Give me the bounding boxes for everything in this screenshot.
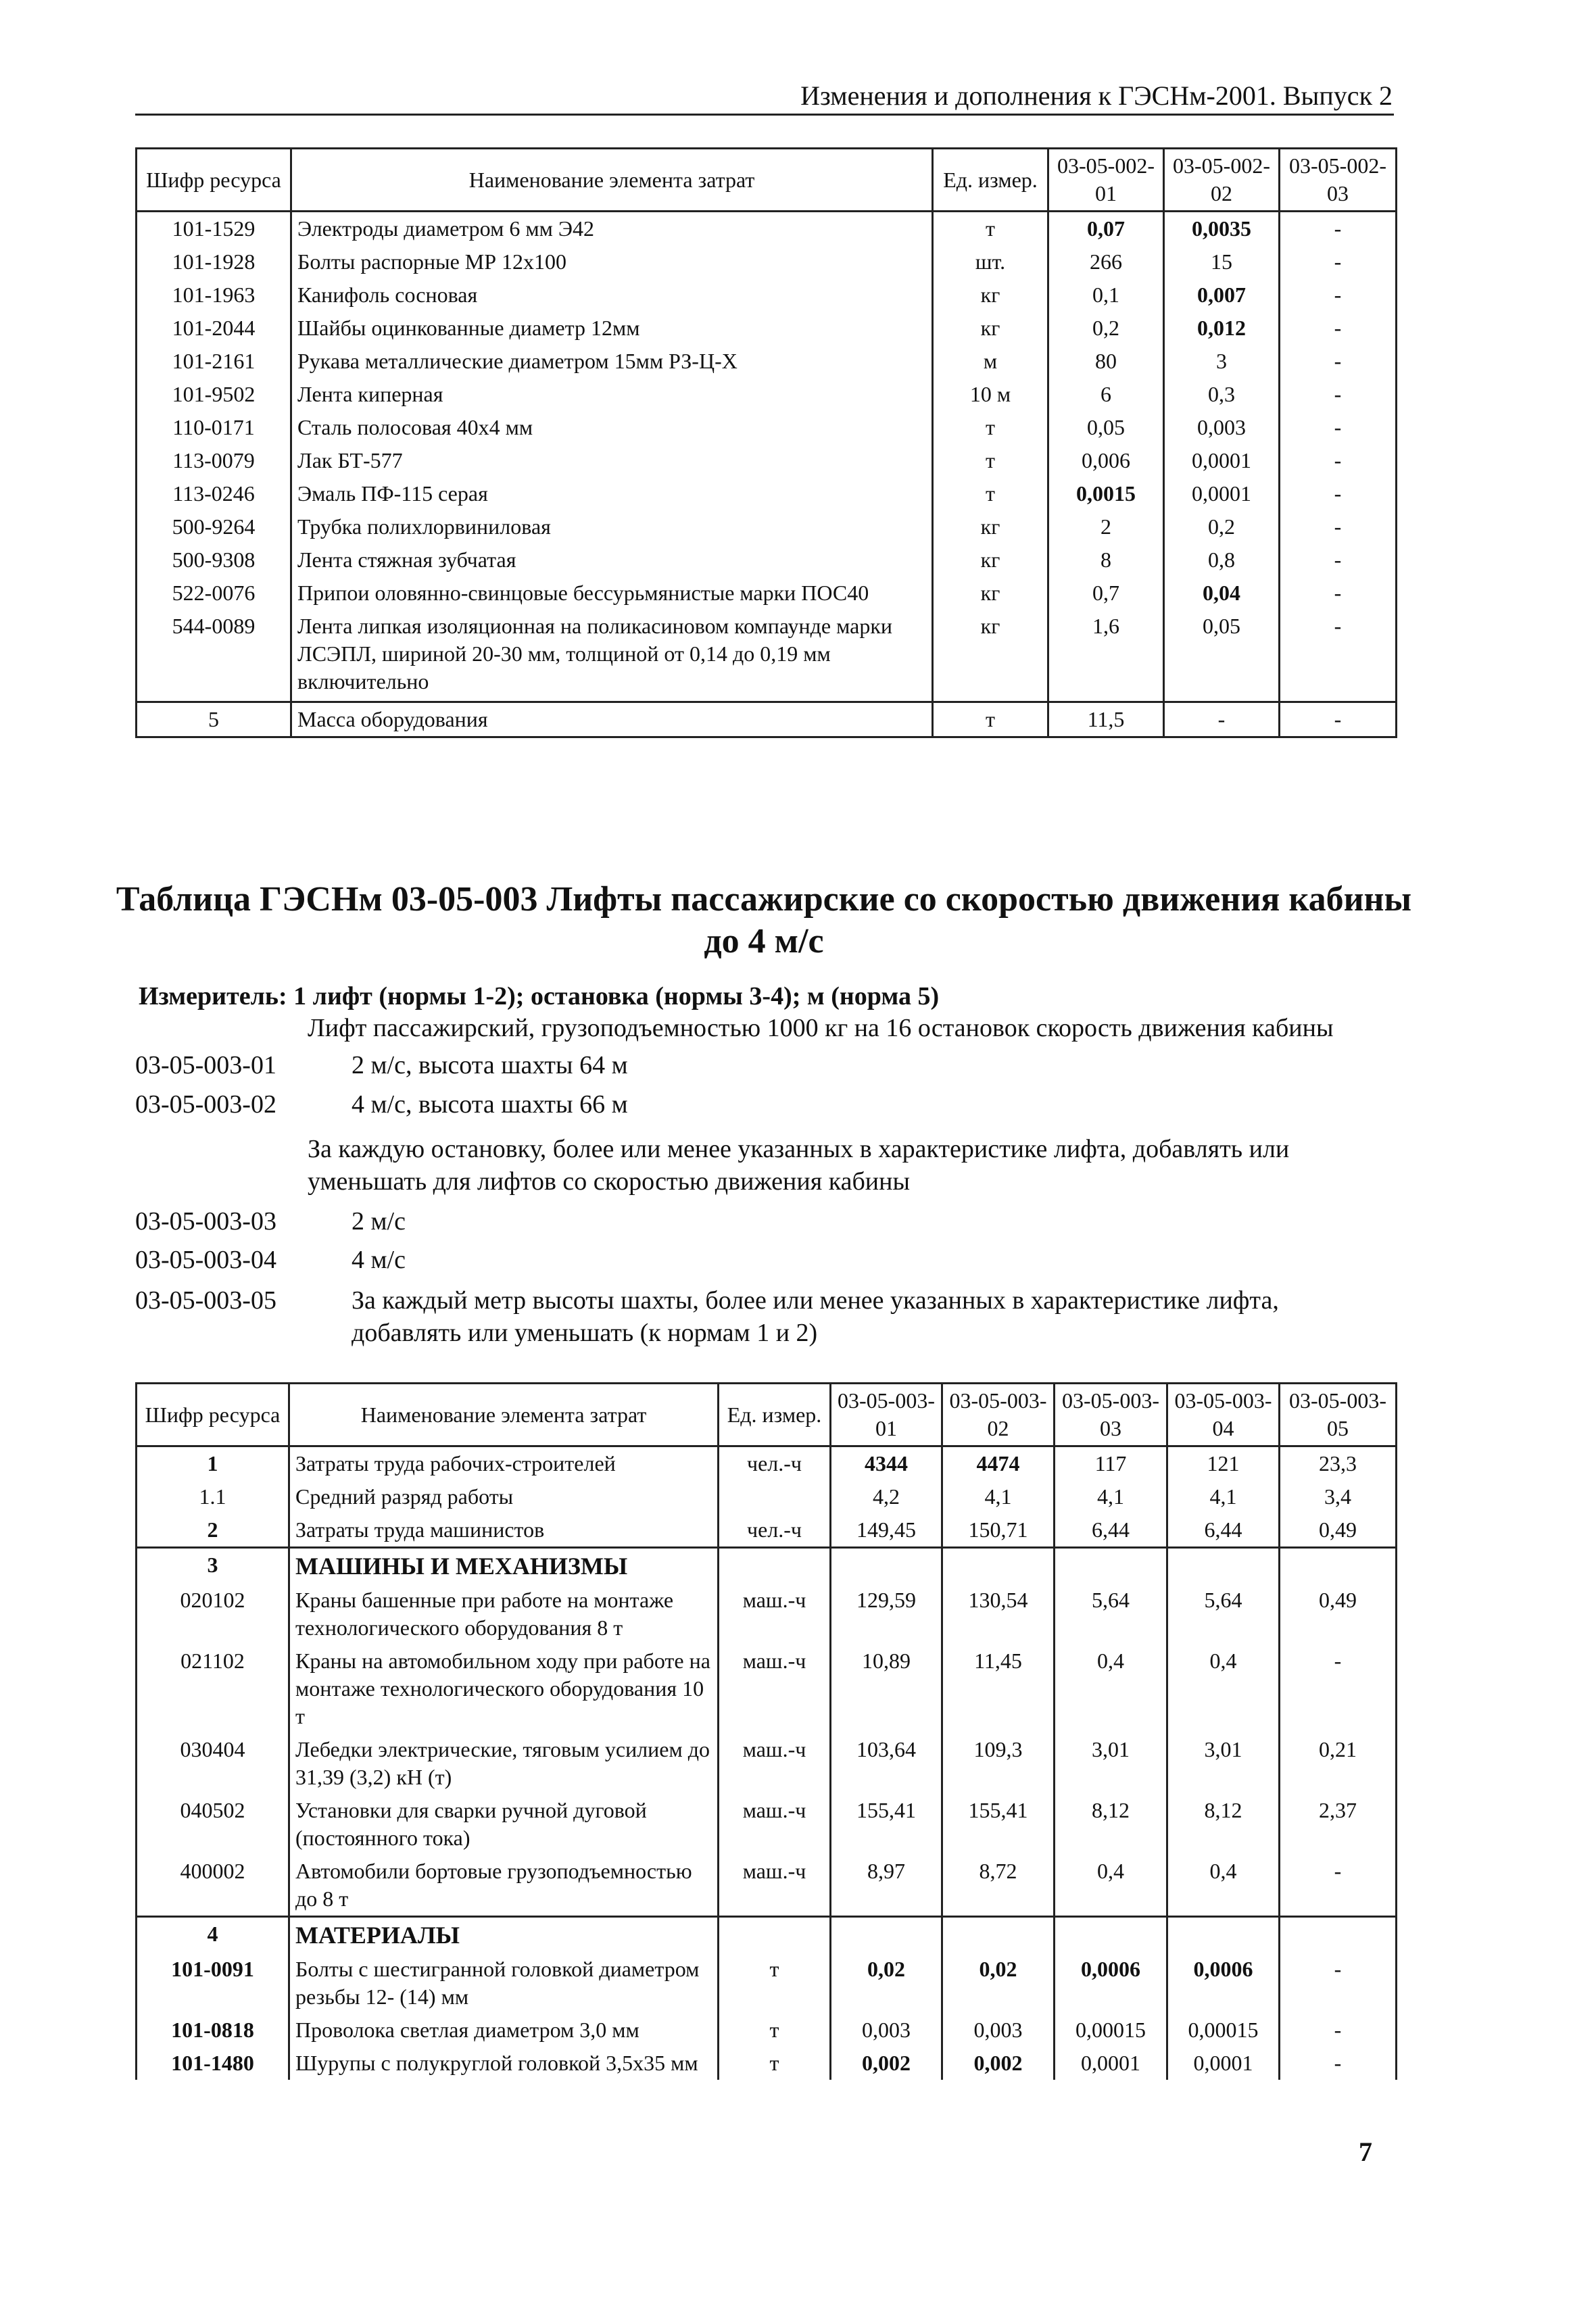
unit-cell: маш.-ч: [719, 1855, 831, 1917]
unit-cell: маш.-ч: [719, 1794, 831, 1855]
table-row: [137, 1917, 1397, 1953]
value-cell: -: [1280, 378, 1397, 411]
value-cell: -: [1280, 610, 1397, 702]
value-cell: 0,49: [1280, 1584, 1397, 1644]
value-cell: 11,5: [1048, 702, 1164, 737]
resource-code: 101-1529: [137, 212, 291, 246]
value-cell: 155,41: [942, 1794, 1055, 1855]
value-cell: 0,8: [1164, 543, 1280, 577]
empty-cell: [1055, 1548, 1167, 1584]
unit-cell: т: [933, 212, 1048, 246]
value-cell: 0,003: [1164, 411, 1280, 444]
norm-code: 03-05-003-02: [135, 1090, 276, 1119]
resource-name: Эмаль ПФ-115 серая: [291, 477, 933, 510]
value-cell: 129,59: [831, 1584, 942, 1644]
table-row: [137, 444, 1397, 477]
value-cell: 8,12: [1167, 1794, 1280, 1855]
section-title: МАТЕРИАЛЫ: [289, 1917, 719, 1953]
unit-cell: т: [719, 2047, 831, 2080]
resource-code: 101-0091: [137, 1953, 289, 2014]
table-row: [137, 1513, 1397, 1548]
value-cell: 0,4: [1055, 1644, 1167, 1733]
resource-name: Шайбы оцинкованные диаметр 12мм: [291, 312, 933, 345]
resource-name: Лак БТ-577: [291, 444, 933, 477]
value-cell: -: [1164, 702, 1280, 737]
value-cell: 0,007: [1164, 278, 1280, 312]
value-cell: 266: [1048, 245, 1164, 278]
unit-cell: т: [933, 477, 1048, 510]
value-cell: 0,2: [1164, 510, 1280, 543]
value-cell: 4344: [831, 1446, 942, 1481]
value-cell: 6,44: [1055, 1513, 1167, 1548]
norm-text: 2 м/с: [352, 1207, 406, 1236]
value-cell: 121: [1167, 1446, 1280, 1481]
resource-code: 5: [137, 702, 291, 737]
resource-name: Лента стяжная зубчатая: [291, 543, 933, 577]
unit-cell: кг: [933, 278, 1048, 312]
value-cell: 155,41: [831, 1794, 942, 1855]
value-cell: 0,4: [1167, 1855, 1280, 1917]
unit-cell: маш.-ч: [719, 1584, 831, 1644]
value-cell: 0,1: [1048, 278, 1164, 312]
value-cell: 4,1: [1055, 1480, 1167, 1513]
value-cell: -: [1280, 510, 1397, 543]
table-row: [137, 1855, 1397, 1917]
resource-name: Проволока светлая диаметром 3,0 мм: [289, 2014, 719, 2047]
col-header: 03-05-003-01: [831, 1384, 942, 1446]
empty-cell: [1280, 1917, 1397, 1953]
value-cell: 117: [1055, 1446, 1167, 1481]
running-header: Изменения и дополнения к ГЭСНм-2001. Выпуск 2: [800, 80, 1393, 111]
value-cell: -: [1280, 312, 1397, 345]
col-header: 03-05-002-01: [1048, 149, 1164, 212]
table-row: [137, 1953, 1397, 2014]
resource-code: 522-0076: [137, 577, 291, 610]
unit-cell: шт.: [933, 245, 1048, 278]
unit-cell: м: [933, 345, 1048, 378]
table-row: [137, 1584, 1397, 1644]
resource-code: 110-0171: [137, 411, 291, 444]
unit-cell: [719, 1480, 831, 1513]
header-rule: [135, 114, 1394, 116]
table-row: [137, 543, 1397, 577]
resource-name: Масса оборудования: [291, 702, 933, 737]
table-row: [137, 245, 1397, 278]
resource-table-003: [135, 1382, 1397, 2080]
value-cell: -: [1280, 1855, 1397, 1917]
table-title: Таблица ГЭСНм 03-05-003 Лифты пассажирские со скоростью движения кабины до 4 м/с: [116, 880, 1412, 960]
table-row: [137, 378, 1397, 411]
table-row: [137, 477, 1397, 510]
unit-cell: т: [933, 444, 1048, 477]
table-row: [137, 610, 1397, 702]
unit-cell: кг: [933, 510, 1048, 543]
resource-name: Лента липкая изоляционная на поликасиновом компаунде марки ЛСЭПЛ, шириной 20-30 мм, толщиной от 0,14 до 0,19 мм включительно: [291, 610, 933, 702]
empty-cell: [1055, 1917, 1167, 1953]
value-cell: 0,05: [1164, 610, 1280, 702]
value-cell: 3,4: [1280, 1480, 1397, 1513]
value-cell: 0,0001: [1167, 2047, 1280, 2080]
col-header: 03-05-003-05: [1280, 1384, 1397, 1446]
value-cell: 3: [1164, 345, 1280, 378]
norm-code: 03-05-003-03: [135, 1207, 276, 1236]
value-cell: -: [1280, 278, 1397, 312]
resource-code: 101-1928: [137, 245, 291, 278]
value-cell: 150,71: [942, 1513, 1055, 1548]
col-header: Шифр ресурса: [137, 1384, 289, 1446]
resource-code: 113-0079: [137, 444, 291, 477]
section-title: МАШИНЫ И МЕХАНИЗМЫ: [289, 1548, 719, 1584]
value-cell: 0,05: [1048, 411, 1164, 444]
value-cell: 0,4: [1167, 1644, 1280, 1733]
col-header: 03-05-003-02: [942, 1384, 1055, 1446]
value-cell: 0,0015: [1048, 477, 1164, 510]
table-row: [137, 577, 1397, 610]
table-row: [137, 411, 1397, 444]
col-header: Наименование элемента затрат: [289, 1384, 719, 1446]
value-cell: 4,1: [1167, 1480, 1280, 1513]
col-header: 03-05-002-02: [1164, 149, 1280, 212]
table-row: [137, 2047, 1397, 2080]
resource-code: 1.1: [137, 1480, 289, 1513]
resource-code: 500-9308: [137, 543, 291, 577]
unit-cell: маш.-ч: [719, 1644, 831, 1733]
resource-code: 040502: [137, 1794, 289, 1855]
value-cell: 0,0006: [1167, 1953, 1280, 2014]
value-cell: 0,002: [942, 2047, 1055, 2080]
value-cell: 1,6: [1048, 610, 1164, 702]
table-row: [137, 312, 1397, 345]
value-cell: 5,64: [1055, 1584, 1167, 1644]
value-cell: 0,003: [831, 2014, 942, 2047]
empty-cell: [942, 1548, 1055, 1584]
unit-cell: кг: [933, 312, 1048, 345]
value-cell: 4,2: [831, 1480, 942, 1513]
unit-cell: кг: [933, 577, 1048, 610]
unit-cell: 10 м: [933, 378, 1048, 411]
value-cell: -: [1280, 345, 1397, 378]
col-header: 03-05-002-03: [1280, 149, 1397, 212]
empty-cell: [831, 1917, 942, 1953]
resource-name: Затраты труда машинистов: [289, 1513, 719, 1548]
resource-name: Сталь полосовая 40х4 мм: [291, 411, 933, 444]
table-row: [137, 345, 1397, 378]
value-cell: 4,1: [942, 1480, 1055, 1513]
value-cell: 6,44: [1167, 1513, 1280, 1548]
value-cell: 0,49: [1280, 1513, 1397, 1548]
value-cell: 2,37: [1280, 1794, 1397, 1855]
value-cell: 15: [1164, 245, 1280, 278]
value-cell: 3,01: [1055, 1733, 1167, 1794]
value-cell: 0,0035: [1164, 212, 1280, 246]
norm-code: 03-05-003-04: [135, 1246, 276, 1274]
value-cell: 2: [1048, 510, 1164, 543]
norm-text: 2 м/с, высота шахты 64 м: [352, 1051, 628, 1079]
table-row: [137, 1480, 1397, 1513]
section-code: 4: [137, 1917, 289, 1953]
value-cell: 0,0001: [1164, 477, 1280, 510]
value-cell: -: [1280, 543, 1397, 577]
value-cell: 3,01: [1167, 1733, 1280, 1794]
empty-cell: [831, 1548, 942, 1584]
value-cell: -: [1280, 577, 1397, 610]
value-cell: 11,45: [942, 1644, 1055, 1733]
resource-name: Болты с шестигранной головкой диаметром резьбы 12- (14) мм: [289, 1953, 719, 2014]
table-row: [137, 1794, 1397, 1855]
resource-code: 101-2044: [137, 312, 291, 345]
resource-code: 020102: [137, 1584, 289, 1644]
value-cell: 149,45: [831, 1513, 942, 1548]
col-header: Наименование элемента затрат: [291, 149, 933, 212]
resource-code: 101-2161: [137, 345, 291, 378]
value-cell: -: [1280, 1644, 1397, 1733]
resource-name: Припои оловянно-свинцовые бессурьмянистые марки ПОС40: [291, 577, 933, 610]
col-header: Шифр ресурса: [137, 149, 291, 212]
resource-name: Шурупы с полукруглой головкой 3,5х35 мм: [289, 2047, 719, 2080]
col-header: Ед. измер.: [719, 1384, 831, 1446]
resource-code: 101-1480: [137, 2047, 289, 2080]
value-cell: 0,21: [1280, 1733, 1397, 1794]
empty-cell: [1167, 1917, 1280, 1953]
norm-code: 03-05-003-01: [135, 1051, 276, 1079]
value-cell: -: [1280, 245, 1397, 278]
col-header: Ед. измер.: [933, 149, 1048, 212]
value-cell: 10,89: [831, 1644, 942, 1733]
value-cell: 0,3: [1164, 378, 1280, 411]
value-cell: 8,72: [942, 1855, 1055, 1917]
resource-code: 2: [137, 1513, 289, 1548]
table-row: [137, 1733, 1397, 1794]
value-cell: 6: [1048, 378, 1164, 411]
resource-name: Лебедки электрические, тяговым усилием до 31,39 (3,2) кН (т): [289, 1733, 719, 1794]
resource-name: Установки для сварки ручной дуговой (постоянного тока): [289, 1794, 719, 1855]
unit-cell: т: [933, 411, 1048, 444]
description-intro: Лифт пассажирский, грузоподъемностью 1000 кг на 16 остановок скорость движения кабины: [308, 1014, 1334, 1042]
resource-code: 500-9264: [137, 510, 291, 543]
resource-name: Электроды диаметром 6 мм Э42: [291, 212, 933, 246]
resource-code: 101-0818: [137, 2014, 289, 2047]
table-row: [137, 1548, 1397, 1584]
table-row: [137, 1446, 1397, 1481]
value-cell: 0,04: [1164, 577, 1280, 610]
table-row: [137, 1644, 1397, 1733]
empty-cell: [719, 1917, 831, 1953]
resource-code: 400002: [137, 1855, 289, 1917]
value-cell: 0,02: [831, 1953, 942, 2014]
value-cell: 0,006: [1048, 444, 1164, 477]
value-cell: 23,3: [1280, 1446, 1397, 1481]
value-cell: 0,7: [1048, 577, 1164, 610]
resource-code: 101-9502: [137, 378, 291, 411]
empty-cell: [719, 1548, 831, 1584]
resource-name: Трубка полихлорвиниловая: [291, 510, 933, 543]
resource-code: 113-0246: [137, 477, 291, 510]
value-cell: -: [1280, 1953, 1397, 2014]
value-cell: 103,64: [831, 1733, 942, 1794]
table-row: [137, 510, 1397, 543]
unit-cell: маш.-ч: [719, 1733, 831, 1794]
unit-cell: чел.-ч: [719, 1513, 831, 1548]
description-intro: За каждую остановку, более или менее указанных в характеристике лифта, добавлять или уменьшать для лифтов со скоростью движения кабины: [308, 1135, 1290, 1196]
norm-text: 4 м/с, высота шахты 66 м: [352, 1090, 628, 1119]
resource-name: Краны башенные при работе на монтаже технологического оборудования 8 т: [289, 1584, 719, 1644]
page-number: 7: [1359, 2137, 1372, 2167]
value-cell: -: [1280, 411, 1397, 444]
value-cell: 8: [1048, 543, 1164, 577]
unit-cell: т: [719, 2014, 831, 2047]
value-cell: 0,4: [1055, 1855, 1167, 1917]
unit-cell: кг: [933, 543, 1048, 577]
value-cell: 0,2: [1048, 312, 1164, 345]
resource-table-002: [135, 147, 1397, 738]
resource-name: Краны на автомобильном ходу при работе на монтаже технологического оборудования 10 т: [289, 1644, 719, 1733]
value-cell: 80: [1048, 345, 1164, 378]
unit-cell: чел.-ч: [719, 1446, 831, 1481]
value-cell: 0,002: [831, 2047, 942, 2080]
value-cell: -: [1280, 2014, 1397, 2047]
unit-cell: кг: [933, 610, 1048, 702]
table-header-row: [137, 1384, 1397, 1446]
resource-code: 544-0089: [137, 610, 291, 702]
meter-line: Измеритель: 1 лифт (нормы 1-2); остановка (нормы 3-4); м (норма 5): [139, 982, 940, 1010]
resource-name: Болты распорные МР 12х100: [291, 245, 933, 278]
col-header: 03-05-003-04: [1167, 1384, 1280, 1446]
value-cell: 0,0001: [1164, 444, 1280, 477]
value-cell: 4474: [942, 1446, 1055, 1481]
value-cell: 0,012: [1164, 312, 1280, 345]
value-cell: 0,0006: [1055, 1953, 1167, 2014]
resource-name: Затраты труда рабочих-строителей: [289, 1446, 719, 1481]
resource-name: Лента киперная: [291, 378, 933, 411]
value-cell: 5,64: [1167, 1584, 1280, 1644]
value-cell: -: [1280, 444, 1397, 477]
value-cell: 0,07: [1048, 212, 1164, 246]
table-row: [137, 278, 1397, 312]
resource-code: 030404: [137, 1733, 289, 1794]
value-cell: -: [1280, 477, 1397, 510]
value-cell: 8,97: [831, 1855, 942, 1917]
resource-code: 1: [137, 1446, 289, 1481]
table-row: [137, 212, 1397, 246]
empty-cell: [1280, 1548, 1397, 1584]
table-row: [137, 702, 1397, 737]
value-cell: 0,00015: [1167, 2014, 1280, 2047]
resource-code: 101-1963: [137, 278, 291, 312]
resource-name: Рукава металлические диаметром 15мм РЗ-Ц-Х: [291, 345, 933, 378]
value-cell: -: [1280, 2047, 1397, 2080]
resource-name: Канифоль сосновая: [291, 278, 933, 312]
empty-cell: [1167, 1548, 1280, 1584]
resource-name: Автомобили бортовые грузоподъемностью до 8 т: [289, 1855, 719, 1917]
table-row: [137, 2014, 1397, 2047]
unit-cell: т: [933, 702, 1048, 737]
unit-cell: т: [719, 1953, 831, 2014]
value-cell: -: [1280, 702, 1397, 737]
col-header: 03-05-003-03: [1055, 1384, 1167, 1446]
value-cell: 0,00015: [1055, 2014, 1167, 2047]
norm-code: 03-05-003-05: [135, 1286, 276, 1315]
value-cell: -: [1280, 212, 1397, 246]
norm-text: За каждый метр высоты шахты, более или менее указанных в характеристике лифта, добавлять или уменьшать (к нормам 1 и 2): [352, 1286, 1279, 1347]
value-cell: 109,3: [942, 1733, 1055, 1794]
value-cell: 0,02: [942, 1953, 1055, 2014]
section-code: 3: [137, 1548, 289, 1584]
value-cell: 130,54: [942, 1584, 1055, 1644]
norm-text: 4 м/с: [352, 1246, 406, 1274]
value-cell: 8,12: [1055, 1794, 1167, 1855]
empty-cell: [942, 1917, 1055, 1953]
resource-name: Средний разряд работы: [289, 1480, 719, 1513]
resource-code: 021102: [137, 1644, 289, 1733]
table-header-row: [137, 149, 1397, 212]
value-cell: 0,0001: [1055, 2047, 1167, 2080]
value-cell: 0,003: [942, 2014, 1055, 2047]
